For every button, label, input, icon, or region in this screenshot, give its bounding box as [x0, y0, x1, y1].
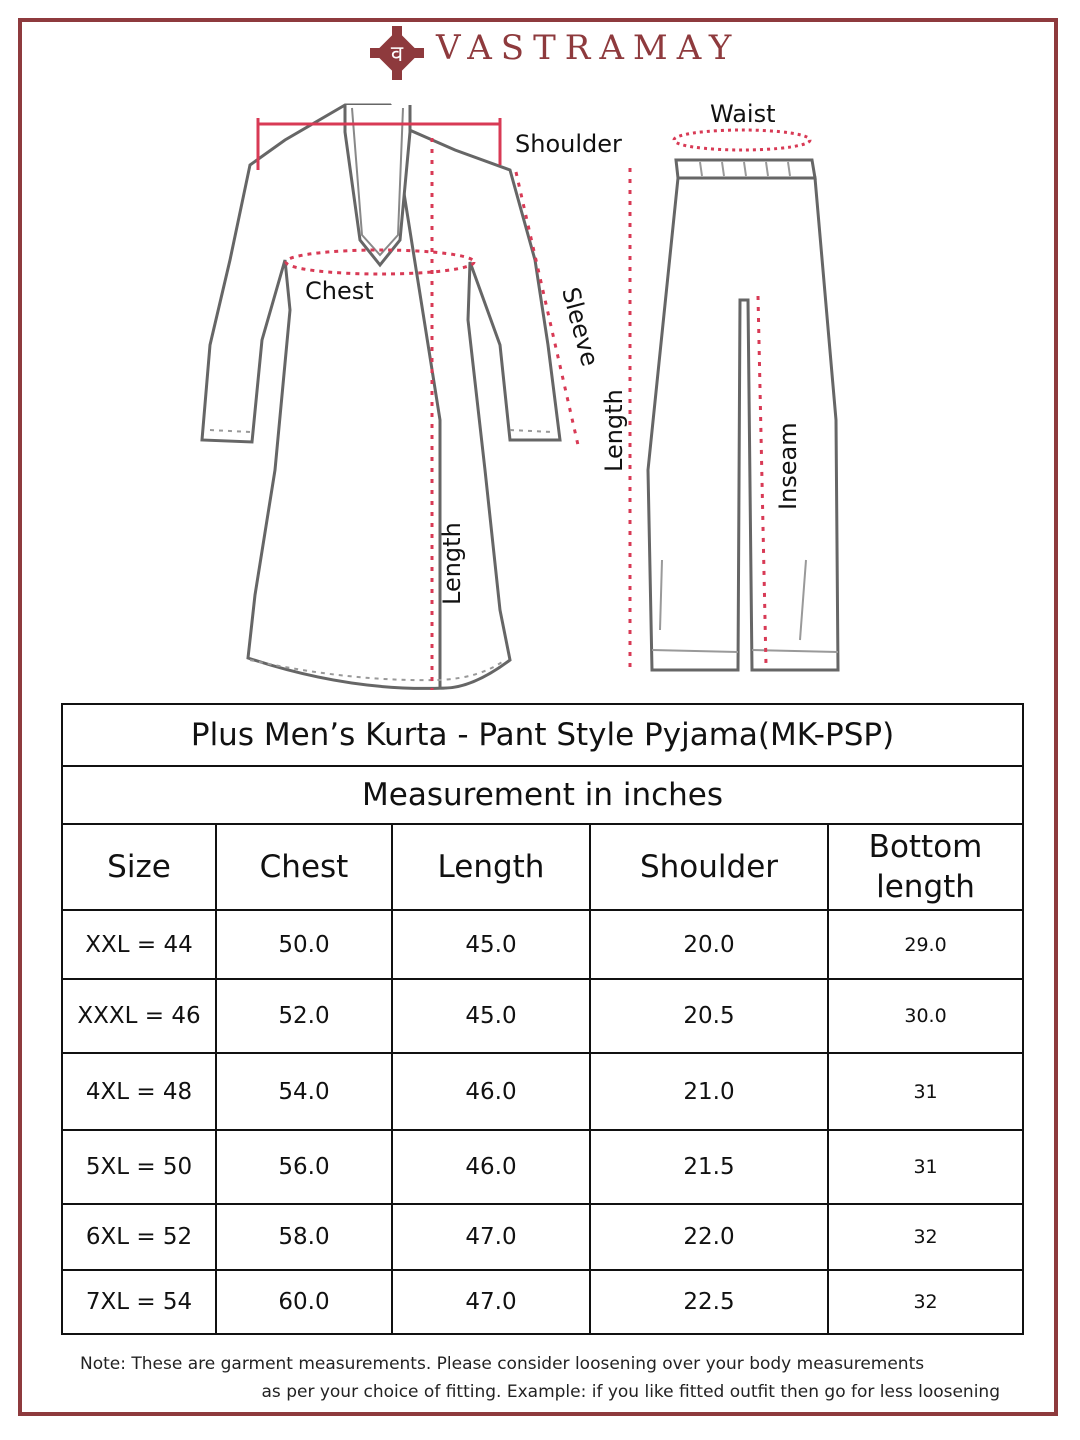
shoulder-cell: 22.0	[590, 1204, 828, 1270]
header-bottom-length: Bottom length	[828, 824, 1023, 910]
table-row	[62, 1270, 1023, 1334]
bottom-length-cell: 29.0	[828, 910, 1023, 979]
inseam-label: Inseam	[774, 422, 802, 510]
size-chart-table	[61, 703, 1022, 1335]
length-cell: 45.0	[392, 910, 590, 979]
header-length: Length	[392, 824, 590, 910]
length-cell: 47.0	[392, 1270, 590, 1334]
shoulder-cell: 22.5	[590, 1270, 828, 1334]
waist-label: Waist	[710, 100, 776, 128]
shoulder-cell: 20.0	[590, 910, 828, 979]
note-line-2: as per your choice of fitting. Example: if you like fitted outfit then go for less loosening	[261, 1382, 1000, 1402]
shoulder-cell: 20.5	[590, 979, 828, 1053]
pant-drawing	[648, 160, 838, 670]
table-row	[62, 1204, 1023, 1270]
chest-cell: 52.0	[216, 979, 392, 1053]
sleeve-label: Sleeve	[556, 284, 605, 370]
bottom-length-cell: 31	[828, 1130, 1023, 1204]
shoulder-cell: 21.5	[590, 1130, 828, 1204]
bottom-length-cell: 31	[828, 1053, 1023, 1130]
length-cell: 45.0	[392, 979, 590, 1053]
header-shoulder: Shoulder	[590, 824, 828, 910]
bottom-length-cell: 30.0	[828, 979, 1023, 1053]
note-line-1: Note: These are garment measurements. Please consider loosening over your body measurements	[80, 1354, 925, 1374]
chest-cell: 56.0	[216, 1130, 392, 1204]
brand-header	[0, 22, 1080, 78]
measurement-note	[80, 1350, 1000, 1406]
kurta-drawing	[202, 105, 560, 688]
bottom-length-cell: 32	[828, 1270, 1023, 1334]
garment-illustration	[0, 80, 1080, 700]
shoulder-cell: 21.0	[590, 1053, 828, 1130]
table-title: Plus Men’s Kurta - Pant Style Pyjama(MK-PSP)	[62, 704, 1023, 766]
diamond-logo-icon	[370, 26, 424, 80]
size-cell: XXL = 44	[62, 910, 216, 979]
chest-label: Chest	[305, 277, 374, 305]
bottom-length-cell: 32	[828, 1204, 1023, 1270]
brand-name: VASTRAMAY	[436, 28, 741, 68]
header-size: Size	[62, 824, 216, 910]
size-cell: 7XL = 54	[62, 1270, 216, 1334]
table-row	[62, 979, 1023, 1053]
table-row	[62, 1130, 1023, 1204]
chest-cell: 58.0	[216, 1204, 392, 1270]
kurta-length-label: Length	[438, 522, 466, 605]
length-cell: 46.0	[392, 1053, 590, 1130]
length-cell: 47.0	[392, 1204, 590, 1270]
size-cell: 4XL = 48	[62, 1053, 216, 1130]
chest-cell: 60.0	[216, 1270, 392, 1334]
length-cell: 46.0	[392, 1130, 590, 1204]
table-row	[62, 1053, 1023, 1130]
logo-glyph: व	[390, 42, 404, 67]
chest-cell: 50.0	[216, 910, 392, 979]
pant-length-label: Length	[600, 389, 628, 472]
size-cell: 6XL = 52	[62, 1204, 216, 1270]
table-row	[62, 910, 1023, 979]
header-chest: Chest	[216, 824, 392, 910]
chest-cell: 54.0	[216, 1053, 392, 1130]
size-cell: 5XL = 50	[62, 1130, 216, 1204]
size-cell: XXXL = 46	[62, 979, 216, 1053]
table-subtitle: Measurement in inches	[62, 766, 1023, 824]
shoulder-label: Shoulder	[515, 130, 622, 158]
